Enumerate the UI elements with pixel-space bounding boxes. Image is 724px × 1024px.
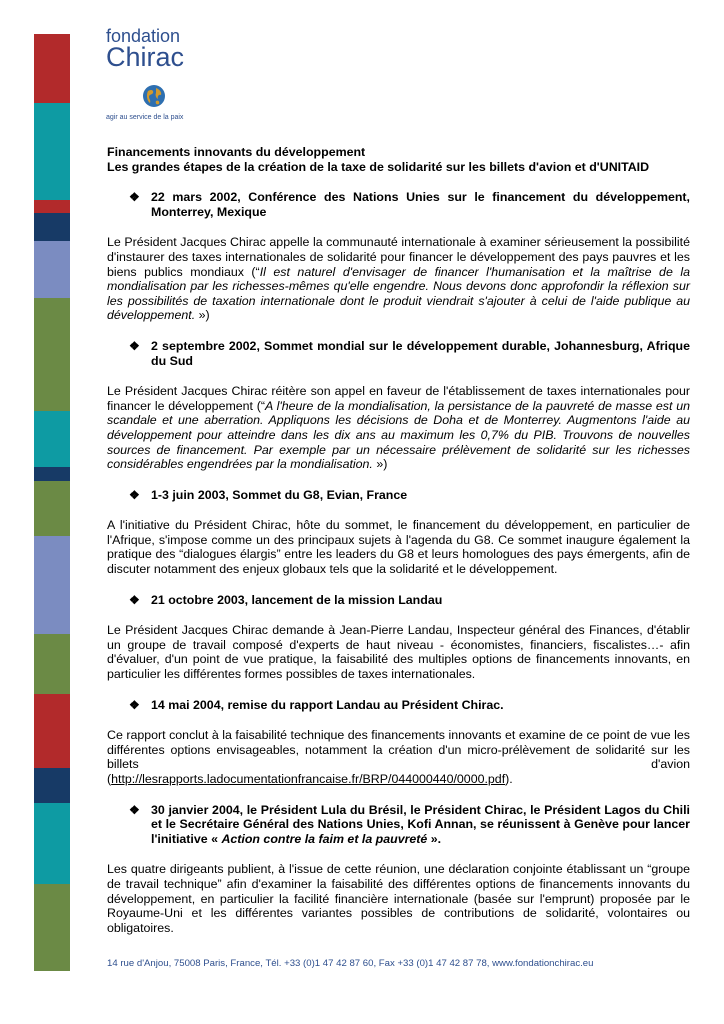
- logo-tagline: agir au service de la paix: [106, 114, 184, 121]
- section-paragraph: [107, 235, 690, 323]
- paragraph-text: »): [195, 308, 210, 323]
- heading-text: 2 septembre 2002, Sommet mondial sur le développement durable, Johannesburg, Afrique du Sud: [151, 338, 690, 368]
- bullet-diamond-icon: ❖: [129, 802, 140, 817]
- document-body: [107, 145, 690, 935]
- paragraph-text: (: [107, 772, 112, 786]
- paragraph-text: Le Président Jacques Chirac appelle la communauté internationale à examiner sérieusement la possibilité d'instaurer des taxes internationales de solidarité pour financer le développement des pays pauvres et les biens publics mondiaux (“: [107, 235, 690, 279]
- paragraph-text: Le Président Jacques Chirac réitère son appel en faveur de l'établissement de taxes internationales pour financer le développement (“: [107, 384, 690, 413]
- stripe: [34, 298, 70, 411]
- section-paragraph: [107, 384, 690, 472]
- stripe: [34, 481, 70, 536]
- heading-text: 14 mai 2004, remise du rapport Landau au Président Chirac.: [151, 697, 504, 712]
- bullet-diamond-icon: ❖: [129, 487, 140, 502]
- title-line-2: Les grandes étapes de la création de la taxe de solidarité sur les billets d'avion et d'UNITAID: [107, 159, 650, 174]
- report-link-line: [107, 772, 690, 787]
- stripe: [34, 768, 70, 803]
- fondation-logo: [106, 26, 226, 121]
- section-paragraph: Le Président Jacques Chirac demande à Jean-Pierre Landau, Inspecteur général des Finances, d'établir un groupe de travail composé d'experts de haut niveau - économistes, financiers, fiscalistes…- afin d'évaluer, d'un point de vue pratique, la faisabilité des multiples options de financements innovants, en particulier les différentes formes possibles de taxes internationales.: [107, 623, 690, 682]
- section-heading: [107, 593, 690, 608]
- stripe: [34, 103, 70, 200]
- section-heading: [107, 190, 690, 219]
- stripe: [34, 803, 70, 884]
- paragraph-text: »): [372, 457, 388, 472]
- heading-text: 21 octobre 2003, lancement de la mission Landau: [151, 592, 443, 607]
- bullet-diamond-icon: ❖: [129, 697, 140, 712]
- quote-text: A l'heure de la mondialisation, la persistance de la pauvreté de masse est un scandale et une aberration. Appliquons les décisions de Doha et de Monterrey. Augmentons l'aide au développement pour atteindre dans les dix ans au maximum les 0,7% du PIB. Trouvons de nouvelles sources de financement. Par exemple par un nécessaire prélèvement de solidarité sur les richesses considérables engendrées par la mondialisation.: [107, 398, 690, 472]
- paragraph-text: ).: [505, 772, 513, 786]
- section-paragraph: A l'initiative du Président Chirac, hôte du sommet, le financement du développement, en particulier de l'Afrique, s'impose comme un des principaux sujets à l'agenda du G8. Ce sommet inaugure également la pratique des “dialogues élargis” entre les leaders du G8 et leurs homologues des pays émergents, afin de discuter notamment des enjeux globaux tels que la solidarité et le développement.: [107, 518, 690, 577]
- logo-chirac-text: Chirac: [106, 42, 185, 72]
- section-heading: [107, 803, 690, 847]
- bullet-diamond-icon: ❖: [129, 190, 140, 205]
- stripe: [34, 213, 70, 241]
- stripe: [34, 884, 70, 971]
- logo-fondation-text: fondation: [106, 26, 181, 46]
- stripe: [34, 34, 70, 103]
- section-heading: [107, 488, 690, 503]
- section-paragraph: Les quatre dirigeants publient, à l'issue de cette réunion, une déclaration conjointe établissant un “groupe de travail technique” afin d'examiner la faisabilité des différentes options de financements innovants du développement, en particulier la facilité financière internationale (basée sur l'emprunt) proposée par le Royaume-Uni et les différentes variantes possibles de contributions de solidarité, volontaires ou obligatoires.: [107, 862, 690, 935]
- stripe: [34, 467, 70, 481]
- stripe: [34, 241, 70, 298]
- section-heading: [107, 698, 690, 713]
- stripe: [34, 536, 70, 634]
- heading-text-part: 30 janvier 2004, le Président Lula du Brésil, le Président Chirac, le Président Lagos du Chili et le Secrétaire Général des Nations Unies, Kofi Annan, se réunissent à Genève pour lancer l'initiative «: [151, 802, 690, 846]
- heading-text: 1-3 juin 2003, Sommet du G8, Evian, France: [151, 487, 408, 502]
- bullet-diamond-icon: ❖: [129, 592, 140, 607]
- bullet-diamond-icon: ❖: [129, 338, 140, 353]
- heading-text: 22 mars 2002, Conférence des Nations Unies sur le financement du développement, Monterrey, Mexique: [151, 190, 690, 219]
- quote-text: Il est naturel d'envisager de financer l'humanisation et la maîtrise de la mondialisation par les richesses-mêmes qu'elle engendre. Nous devons donc approfondir la réflexion sur les possibilités de taxation internationale dont le produit viendrait s'ajouter à celui de l'aide publique au développement.: [107, 264, 690, 323]
- section-paragraph: Ce rapport conclut à la faisabilité technique des financements innovants et examine de ce point de vue les différentes options envisageables, notamment la création d'un micro-prélèvement de solidarité sur les billets d'avion: [107, 728, 690, 772]
- stripe: [34, 411, 70, 467]
- stripe: [34, 634, 70, 694]
- title-line-1: Financements innovants du développement: [107, 145, 366, 159]
- stripe: [34, 200, 70, 213]
- section-heading: [107, 339, 690, 368]
- footer-address: 14 rue d'Anjou, 75008 Paris, France, Tél. +33 (0)1 47 42 87 60, Fax +33 (0)1 47 42 87 78, www.fondationchirac.eu: [107, 958, 594, 969]
- heading-text: [151, 803, 690, 847]
- document-title: [107, 145, 690, 174]
- initiative-name: Action contre la faim et la pauvreté: [221, 831, 428, 846]
- heading-text-part: ».: [427, 831, 442, 846]
- stripe: [34, 694, 70, 768]
- globe-icon: [142, 84, 166, 108]
- report-pdf-link[interactable]: http://lesrapports.ladocumentationfrancaise.fr/BRP/044000440/0000.pdf: [111, 772, 506, 786]
